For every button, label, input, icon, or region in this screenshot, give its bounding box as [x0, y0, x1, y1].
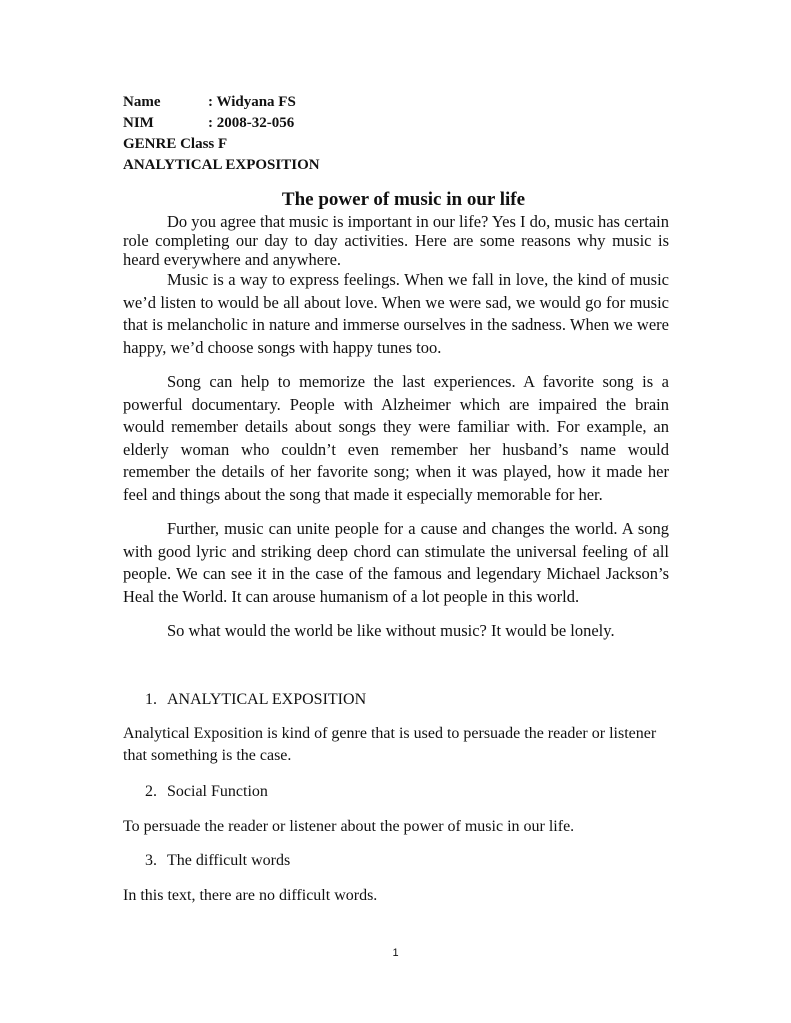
student-info-header — [123, 92, 320, 176]
essay-paragraph-argument-2: Song can help to memorize the last experiences. A favorite song is a powerful documentary. People with Alzheimer which are impaired the brain would remember details about songs they were familiar with. For example, an elderly woman who couldn’t even remember her husband’s name would remember the details of her favorite song; when it was played, how it made her feel and things about the song that made it especially memorable for her. — [123, 372, 669, 504]
analysis-item-3-heading — [145, 851, 290, 871]
nim-value: : 2008-32-056 — [208, 115, 295, 131]
essay-paragraph-conclusion: So what would the world be like without music? It would be lonely. — [167, 621, 615, 640]
analysis-item-3-text: In this text, there are no difficult words. — [123, 887, 378, 904]
essay-title: The power of music in our life — [281, 189, 526, 210]
page-number: 1 — [392, 947, 399, 959]
analysis-item-2-heading — [145, 782, 268, 802]
essay-paragraph-thesis: Do you agree that music is important in our life? Yes I do, music has certain role completing our day to day activities. Here are some reasons why music is heard everywhere and anywhere. — [123, 212, 669, 269]
analysis-item-2-title: Social Function — [167, 783, 268, 800]
essay-paragraph-argument-1: Music is a way to express feelings. When we fall in love, the kind of music we’d listen to would be all about love. When we were sad, we would go for music that is melancholic in nature and immerse ourselves in the sadness. When we were happy, we’d choose songs with happy tunes too. — [123, 270, 669, 357]
analysis-item-3-number: 3. — [145, 852, 157, 869]
analysis-item-2-text: To persuade the reader or listener about the power of music in our life. — [123, 818, 575, 835]
analysis-item-2-number: 2. — [145, 783, 157, 800]
genre-line: GENRE Class F — [123, 136, 228, 152]
name-value: : Widyana FS — [208, 94, 296, 110]
analysis-item-3-title: The difficult words — [167, 852, 291, 869]
name-label: Name — [123, 94, 161, 110]
essay-body — [123, 212, 669, 643]
analysis-item-1-title: ANALYTICAL EXPOSITION — [167, 691, 367, 708]
analysis-item-1-heading — [145, 690, 366, 710]
analysis-item-1-text: Analytical Exposition is kind of genre that is used to persuade the reader or listener that something is the case. — [123, 725, 657, 764]
essay-paragraph-argument-3: Further, music can unite people for a cause and changes the world. A song with good lyric and striking deep chord can stimulate the universal feeling of all people. We can see it in the case of the famous and legendary Michael Jackson’s Heal the World. It can arouse humanism of a lot people in this world. — [123, 519, 669, 606]
analysis-item-1-number: 1. — [145, 691, 157, 708]
name-row — [123, 92, 320, 113]
nim-label: NIM — [123, 115, 154, 131]
text-type-line: ANALYTICAL EXPOSITION — [123, 157, 320, 173]
nim-row — [123, 113, 320, 134]
